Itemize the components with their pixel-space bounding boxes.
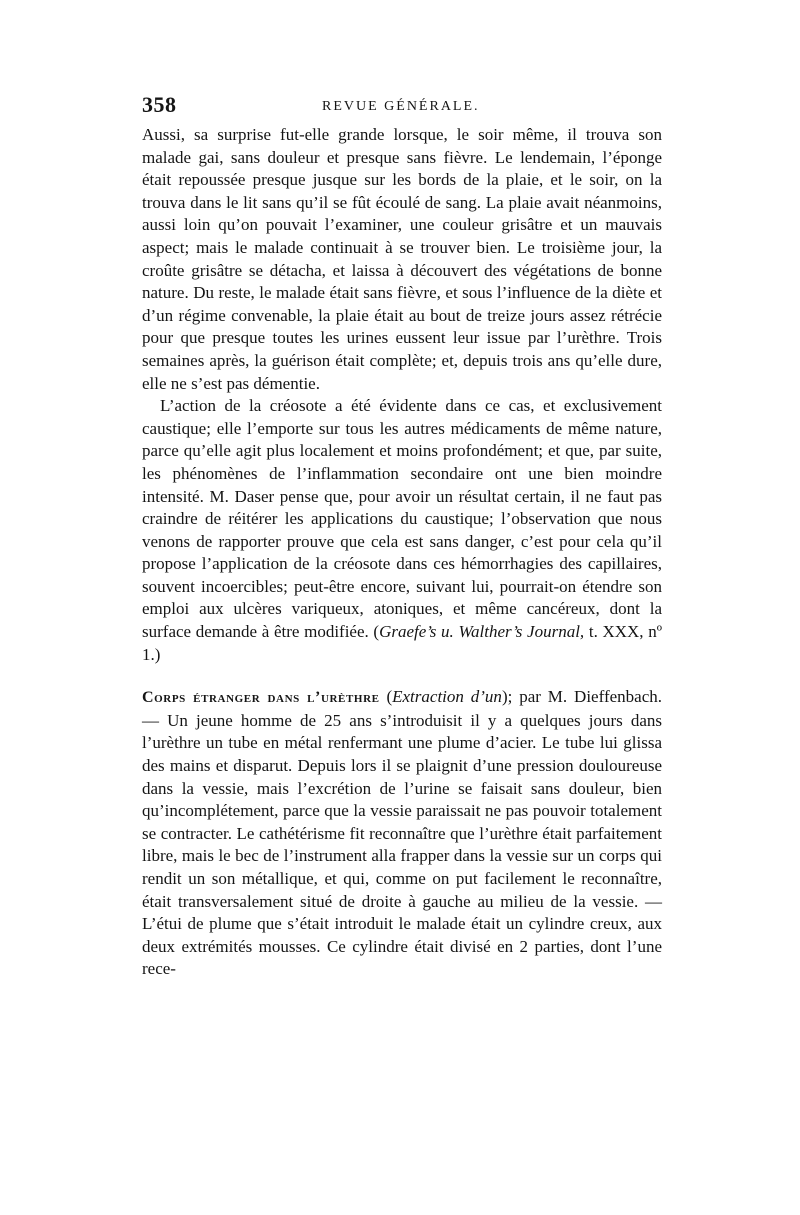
journal-citation: Graefe’s u. Walther’s Journal, — [379, 622, 585, 642]
paragraph-creosote-text: L’action de la créosote a été évidente dans ce cas, et exclusivement caustique; elle l’emporte sur tous les autres médicaments de même nature, parce qu’elle agit plus localement et moins profondément; et que, par suite, les phénomènes de l’inflammation secondaire ont une bien moindre intensité. M. Daser pense que, pour avoir un résultat certain, il ne faut pas craindre de réitérer les applications du caustique; l’observation que nous venons de rapporter prouve que cela est sans danger, c’est pour cela qu’il propose l’application de la créosote dans ces hémorrhagies des capillaires, souvent incoercibles; peut-être encore, suivant lui, pourrait-on étendre son emploi aux ulcères variqueux, atoniques, et même cancéreux, dont la surface demande à être modifiée. ( — [142, 396, 662, 642]
paragraph-foreign-body — [142, 686, 662, 981]
page-header — [142, 92, 662, 122]
journal-volume: t. XXX, nº 1.) — [142, 622, 662, 664]
running-head: REVUE GÉNÉRALE. — [322, 99, 480, 114]
section-subtitle: Extraction d’un — [392, 687, 502, 707]
section-paren-open: ( — [379, 687, 393, 707]
paragraph-creosote-action — [142, 395, 662, 666]
page-number: 358 — [142, 92, 177, 117]
section-body-text: ); par M. Dieffenbach. — Un jeune homme de 25 ans s’introduisit il y a quelques jours dans l’urèthre un tube en métal renfermant une plume d’acier. Le tube lui glissa des mains et disparut. Depuis lors il se plaignit d’une pression douloureuse dans la vessie, mais l’excrétion de l’urine se faisait sans douleur, bien qu’incomplétement, parce que la vessie paraissait ne pas pouvoir totalement se contracter. Le cathétérisme fit reconnaître que l’urèthre était parfaitement libre, mais le bec de l’instrument alla frapper dans la vessie sur un corps qui rendit un son métallique, et qui, comme on put facilement le reconnaître, était transversalement situé de droite à gauche au milieu de la vessie. — L’étui de plume que s’était introduit le malade était un cylindre creux, aux deux extrémités mousses. Ce cylindre était divisé en 2 parties, dont l’une rece- — [142, 687, 663, 979]
section-heading: Corps étranger dans l’urèthre — [142, 689, 380, 707]
paragraph-case-outcome: Aussi, sa surprise fut-elle grande lorsque, le soir même, il trouva son malade gai, sans douleur et presque sans fièvre. Le lendemain, l’éponge était repoussée presque jusque sur les bords de la plaie, et le soir, on la trouva dans le lit sans qu’il se fût écoulé de sang. La plaie avait néanmoins, aussi loin qu’on pouvait l’examiner, une couleur grisâtre et un mauvais aspect; mais le malade continuait à se trouver bien. Le troisième jour, la croûte grisâtre se détacha, et laissa à découvert des végétations de bonne nature. Du reste, le malade était sans fièvre, et sous l’influence de la diète et d’un régime convenable, la plaie était au bout de treize jours assez rétrécie pour que presque toutes les urines eussent leur issue par l’urèthre. Trois semaines après, la guérison était complète; et, depuis trois ans qu’elle dure, elle ne s’est pas démentie. — [142, 125, 662, 393]
book-page — [142, 92, 662, 981]
